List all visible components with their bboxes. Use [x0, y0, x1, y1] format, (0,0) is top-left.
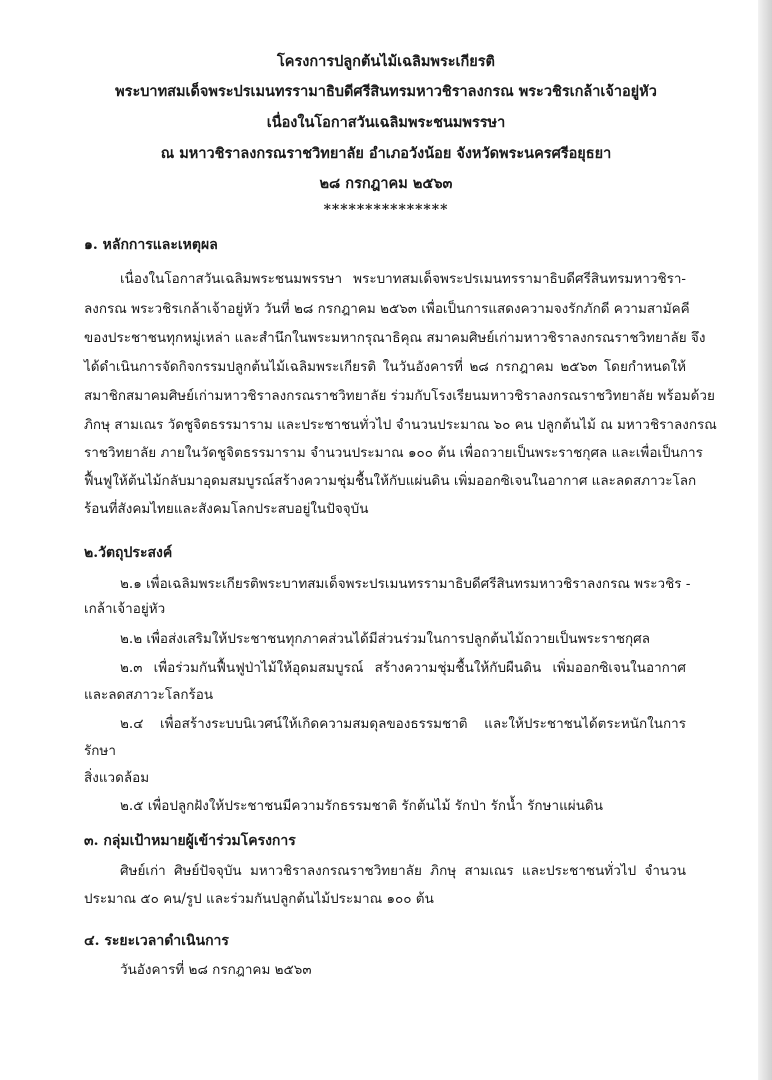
- section-3-heading: ๓. กลุ่มเป้าหมายผู้เข้าร่วมโครงการ: [84, 833, 296, 849]
- section-1-line-7: ราชวิทยาลัย ภายในวัดชูจิตธรรมาราม จำนวนประมาณ ๑๐๐ ต้น เพื่อถวายเป็นพระราชกุศล และเพื่อเป็นการ: [84, 445, 703, 461]
- objective-2-3: ๒.๓ เพื่อร่วมกันฟื้นฟูป่าไม้ให้อุดมสมบูรณ์ สร้างความชุ่มชื้นให้กับผืนดิน เพิ่มออกซิเจนในอากาศ: [120, 660, 686, 676]
- section-1-line-4: ได้ดำเนินการจัดกิจกรรมปลูกต้นไม้เฉลิมพระเกียรติ ในวันอังคารที่ ๒๘ กรกฎาคม ๒๕๖๓ โดยกำหนดให้: [84, 359, 686, 375]
- section-4-heading: ๔. ระยะเวลาดำเนินการ: [84, 933, 229, 949]
- target-group-line-2: ประมาณ ๕๐ คน/รูป และร่วมกันปลูกต้นไม้ประมาณ ๑๐๐ ต้น: [84, 891, 434, 907]
- objective-2-1: ๒.๑ เพื่อเฉลิมพระเกียรติพระบาทสมเด็จพระปรเมนทรรามาธิบดีศรีสินทรมหาวชิราลงกรณ พระวชิร -: [120, 576, 691, 592]
- section-1-line-2: ลงกรณ พระวชิรเกล้าเจ้าอยู่หัว วันที่ ๒๘ กรกฎาคม ๒๕๖๓ เพื่อเป็นการแสดงความจงรักภักดี ความสามัคคี: [84, 301, 690, 317]
- occasion-line: เนื่องในโอกาสวันเฉลิมพระชนมพรรษา: [266, 114, 506, 131]
- target-group-line-1: ศิษย์เก่า ศิษย์ปัจจุบัน มหาวชิราลงกรณราชวิทยาลัย ภิกษุ สามเณร และประชาชนทั่วไป จำนวน: [120, 863, 686, 879]
- objective-2-3-cont: และลดสภาวะโลกร้อน: [84, 687, 214, 703]
- objective-2-2: ๒.๒ เพื่อส่งเสริมให้ประชาชนทุกภาคส่วนได้มีส่วนร่วมในการปลูกต้นไม้ถวายเป็นพระราชกุศล: [120, 631, 650, 647]
- section-2-heading: ๒.วัตถุประสงค์: [84, 545, 173, 561]
- schedule-date: วันอังคารที่ ๒๘ กรกฎาคม ๒๕๖๓: [120, 962, 312, 978]
- objective-2-4-cont: รักษา: [84, 743, 116, 759]
- page-edge-shadow: [758, 0, 772, 1080]
- project-title: โครงการปลูกต้นไม้เฉลิมพระเกียรติ: [277, 53, 495, 70]
- section-1-line-1: เนื่องในโอกาสวันเฉลิมพระชนมพรรษา พระบาทสมเด็จพระปรเมนทรรามาธิบดีศรีสินทรมหาวชิรา-: [120, 271, 686, 287]
- separator-stars: ***************: [323, 202, 449, 218]
- date-line: ๒๘ กรกฎาคม ๒๕๖๓: [319, 175, 453, 192]
- section-1-heading: ๑. หลักการและเหตุผล: [84, 237, 218, 253]
- objective-2-4: ๒.๔ เพื่อสร้างระบบนิเวศน์ให้เกิดความสมดุลของธรรมชาติ และให้ประชาชนได้ตระหนักในการ: [120, 716, 686, 732]
- objective-2-1-cont: เกล้าเจ้าอยู่หัว: [84, 601, 166, 617]
- section-1-line-3: ของประชาชนทุกหมู่เหล่า และสำนึกในพระมหากรุณาธิคุณ สมาคมศิษย์เก่ามหาวชิราลงกรณราชวิทยาลัย จึง: [84, 330, 706, 346]
- section-1-line-9: ร้อนที่สังคมไทยและสังคมโลกประสบอยู่ในปัจจุบัน: [84, 501, 369, 517]
- royal-title: พระบาทสมเด็จพระปรเมนทรรามาธิบดีศรีสินทรมหาวชิราลงกรณ พระวชิรเกล้าเจ้าอยู่หัว: [115, 83, 657, 100]
- objective-2-5: ๒.๕ เพื่อปลูกฝังให้ประชาชนมีความรักธรรมชาติ รักต้นไม้ รักป่า รักน้ำ รักษาแผ่นดิน: [120, 798, 603, 814]
- venue-line: ณ มหาวชิราลงกรณราชวิทยาลัย อำเภอวังน้อย จังหวัดพระนครศรีอยุธยา: [160, 145, 612, 162]
- section-1-line-6: ภิกษุ สามเณร วัดชูจิตธรรมาราม และประชาชนทั่วไป จำนวนประมาณ ๖๐ คน ปลูกต้นไม้ ณ มหาวชิราลงกรณ: [84, 417, 717, 433]
- section-1-line-8: ฟื้นฟูให้ต้นไม้กลับมาอุดมสมบูรณ์สร้างความชุ่มชื้นให้กับแผ่นดิน เพิ่มออกซิเจนในอากาศ และลดสภาวะโลก: [84, 473, 697, 489]
- objective-2-4-cont-2: สิ่งแวดล้อม: [84, 770, 150, 786]
- section-1-line-5: สมาชิกสมาคมศิษย์เก่ามหาวชิราลงกรณราชวิทยาลัย ร่วมกับโรงเรียนมหาวชิราลงกรณราชวิทยาลัย พร้อมด้วย: [84, 388, 715, 404]
